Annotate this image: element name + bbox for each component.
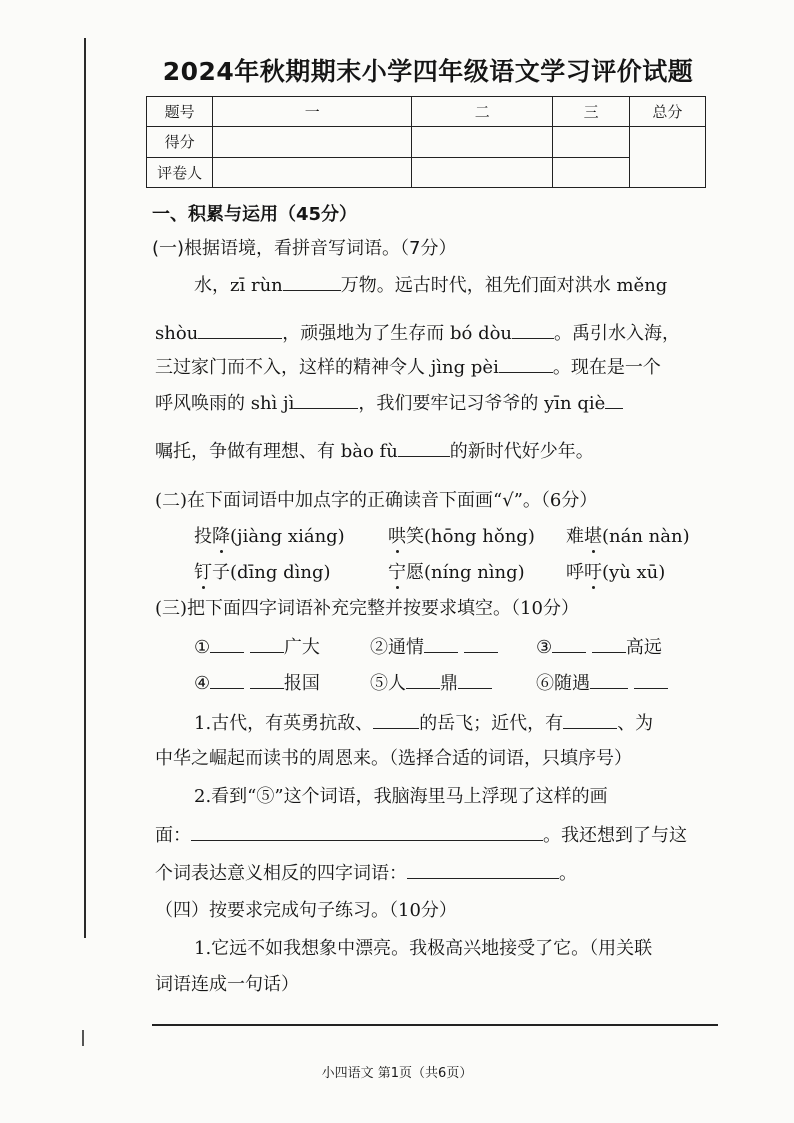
q2-heading: (二)在下面词语中加点字的正确读音下面画“√”。（6分） <box>155 490 598 511</box>
grader-cell[interactable] <box>412 157 553 187</box>
answer-blank[interactable] <box>512 318 554 339</box>
answer-blank[interactable] <box>458 668 492 689</box>
q2-word-4: 钉子(dīng dìng) <box>194 558 331 584</box>
idiom-6: ⑥随遇 <box>536 668 668 695</box>
answer-blank[interactable] <box>250 632 284 653</box>
q2-word-2: 哄笑(hōng hǒng) <box>388 522 535 548</box>
q3-sentence2-line2: 面： 。我还想到了与这 <box>155 820 687 847</box>
score-header-total: 总分 <box>629 97 705 127</box>
score-cell[interactable] <box>553 127 629 157</box>
score-header-part1: 一 <box>213 97 412 127</box>
q1-line1: 水，zī rùn 万物。远古时代，祖先们面对洪水 měng <box>194 270 667 297</box>
idiom-2: ②通情 <box>370 632 498 659</box>
score-header-label: 题号 <box>147 97 213 127</box>
q4-sentence1-line1: 1.它远不如我想象中漂亮。我极高兴地接受了它。（用关联 <box>194 938 653 959</box>
answer-blank[interactable] <box>424 632 458 653</box>
binding-tick <box>82 1030 84 1046</box>
answer-blank[interactable] <box>592 632 626 653</box>
q3-heading: (三)把下面四字词语补充完整并按要求填空。（10分） <box>155 598 579 619</box>
q3-sentence2-line3: 个词表达意义相反的四字词语： 。 <box>155 858 577 885</box>
q4-heading: （四）按要求完成句子练习。（10分） <box>155 900 457 921</box>
q2-word-1: 投降(jiàng xiáng) <box>194 522 345 548</box>
q2-word-3: 难堪(nán nàn) <box>566 522 690 548</box>
answer-blank[interactable] <box>373 708 419 729</box>
grader-row-label: 评卷人 <box>147 157 213 187</box>
answer-blank[interactable] <box>250 668 284 689</box>
idiom-5: ⑤人 鼎 <box>370 668 492 695</box>
answer-blank[interactable] <box>634 668 668 689</box>
answer-blank[interactable] <box>210 668 244 689</box>
q3-sentence1-line2: 中华之崛起而读书的周恩来。（选择合适的词语，只填序号） <box>155 748 632 769</box>
answer-blank[interactable] <box>464 632 498 653</box>
part1-heading: 一、积累与运用（45分） <box>152 204 358 225</box>
answer-blank[interactable] <box>294 388 358 409</box>
q1-line5: 嘱托，争做有理想、有 bào fù 的新时代好少年。 <box>155 436 594 463</box>
answer-blank[interactable] <box>605 388 623 409</box>
idiom-4: ④ 报国 <box>194 668 320 695</box>
answer-blank[interactable] <box>398 436 450 457</box>
answer-blank[interactable] <box>552 632 586 653</box>
score-cell[interactable] <box>213 127 412 157</box>
total-score-cell[interactable] <box>629 127 705 188</box>
score-header-part3: 三 <box>553 97 629 127</box>
q2-word-6: 呼吁(yù xū) <box>566 558 665 584</box>
q1-line2: shòu ，顽强地为了生存而 bó dòu 。禹引水入海， <box>155 318 680 345</box>
score-table <box>146 96 706 188</box>
answer-blank[interactable] <box>590 668 628 689</box>
score-cell[interactable] <box>412 127 553 157</box>
q3-sentence1-line1: 1.古代，有英勇抗敌、 的岳飞；近代，有 、为 <box>194 708 653 735</box>
idiom-1: ① 广大 <box>194 632 320 659</box>
q1-line3: 三过家门而不入，这样的精神令人 jìng pèi 。现在是一个 <box>155 352 661 379</box>
answer-blank[interactable] <box>283 270 341 291</box>
answer-blank[interactable] <box>563 708 617 729</box>
answer-writing-line[interactable] <box>152 1024 718 1026</box>
q1-heading: (一)根据语境，看拼音写词语。（7分） <box>152 238 457 259</box>
answer-blank[interactable] <box>191 820 543 841</box>
answer-blank[interactable] <box>406 668 440 689</box>
grader-cell[interactable] <box>213 157 412 187</box>
answer-blank[interactable] <box>499 352 553 373</box>
idiom-3: ③ 高远 <box>536 632 662 659</box>
answer-blank[interactable] <box>210 632 244 653</box>
exam-title: 2024年秋期期末小学四年级语文学习评价试题 <box>162 57 694 86</box>
q3-sentence2-line1: 2.看到“⑤”这个词语，我脑海里马上浮现了这样的画 <box>194 786 608 807</box>
q1-line4: 呼风唤雨的 shì jì ，我们要牢记习爷爷的 yīn qiè <box>155 388 623 415</box>
page-footer: 小四语文 第1页（共6页） <box>321 1066 473 1081</box>
answer-blank[interactable] <box>407 858 559 879</box>
q2-word-5: 宁愿(níng nìng) <box>388 558 525 584</box>
score-header-part2: 二 <box>412 97 553 127</box>
binding-line <box>84 38 86 938</box>
answer-blank[interactable] <box>198 318 282 339</box>
grader-cell[interactable] <box>553 157 629 187</box>
q4-sentence1-line2: 词语连成一句话） <box>155 974 299 995</box>
score-row-label: 得分 <box>147 127 213 157</box>
